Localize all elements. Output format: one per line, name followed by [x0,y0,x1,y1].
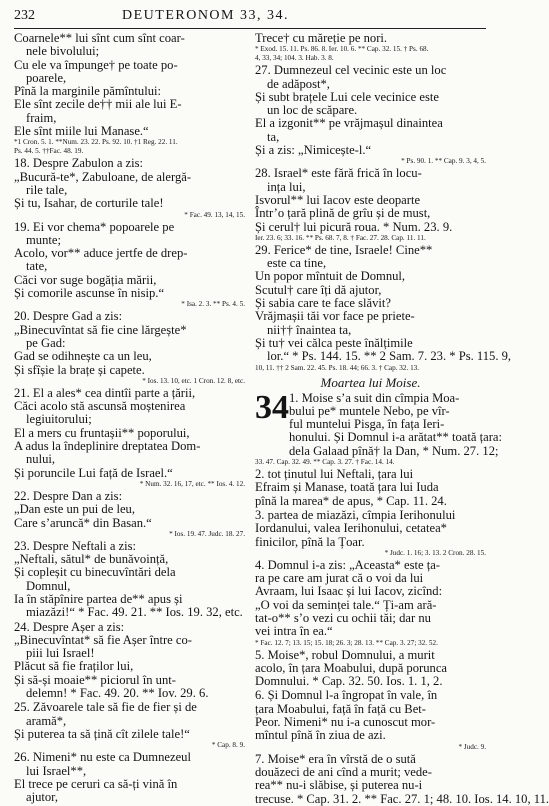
verse-start: 4. Domnul i-a zis: „Aceasta* este ța- [255,557,440,572]
verse-start: 20. Despre Gad a zis: [14,309,123,324]
verse-start: 7. Moise* era în vîrstă de o sută [255,751,416,766]
cross-reference: * Fac. 49. 13, 14, 15. [184,210,245,219]
cross-reference: * Ps. 90. 1. ** Cap. 9. 3, 4, 5. [401,157,486,166]
text-line: „Dan este un pui de leu, [14,502,135,517]
text-line: fraim, [26,110,57,125]
text-line: rile tale, [26,182,68,197]
text-line: Ia în stăpînire partea de** apus și [14,591,183,606]
text-line: tat-o** s’o vezi cu ochii tăi; dar nu [255,610,431,625]
text-line: vei intra în ea.“ [255,624,333,639]
text-line: „Neftali, sătul* de bunăvoință, [14,552,169,567]
text-line: Peor. Nimeni* nu i-a cunoscut mor- [255,715,436,730]
text-line: finicilor, pînă la Țoar. [255,534,365,549]
text-line: Un popor mîntuit de Domnul, [255,269,406,284]
text-line: un loc de scăpare. [267,103,358,118]
text-line: miazăzi!“ * Fac. 49. 21. ** Ios. 19. 32, etc. [26,605,243,620]
left-column [14,32,245,806]
verse-start: 28. Israel* este fără frică în locu- [255,166,422,181]
text-line: Căci acolo stă ascunsă moștenirea [14,399,186,414]
cross-reference: * Fac. 12. 7; 13. 15; 15. 18; 26. 3; 28. 13. ** Cap. 3. 27; 32. 52. [255,638,438,647]
cross-reference: 10, 11. †† 2 Sam. 22. 45. Ps. 18. 44; 66. 3. † Cap. 32. 13. [255,363,420,372]
header-rule [14,28,486,29]
text-line: Acolo, vor** aduce jertfe de drep- [14,246,188,261]
verse-start: 24. Despre Așer a zis: [14,619,125,634]
right-column [255,31,549,806]
text-line: Avraam, lui Isaac și lui Iacov, zicînd: [255,584,443,599]
chapter-start [255,388,502,458]
text-line: Efraim și Manase, toată țara lui Iuda [255,480,439,495]
text-line: legiuitorului; [26,412,92,427]
text-line: aramă*, [26,713,67,728]
text-line: țara Moabului, față în față cu Bet- [255,701,426,716]
text-line: Ele sînt zecile de†† mii ale lui E- [14,97,182,112]
text-line: Și tu† vei călca peste înălțimile [255,335,413,350]
text-line: ința lui, [267,179,306,194]
text-line: Domnul, [26,578,71,593]
text-line: Căci vor suge bogăția mării, [14,272,157,287]
cross-reference: * Exod. 15. 11. Ps. 86. 8. Ier. 10. 6. ** Cap. 32. 15. † Ps. 68. [255,45,429,54]
text-line: lui Israel**, [26,763,87,778]
verse-start: 21. El a ales* cea dintîi parte a țării, [14,385,196,400]
chapter-line: 1. Moise s’a suit din cîmpia Moa- [289,390,460,405]
text-line: El a mers cu fruntașii** poporului, [14,425,190,440]
text-line: Isvorul** lui Iacov este deoparte [255,192,421,207]
text-line: ajutor, [26,790,59,805]
verse-start: 3. partea de miazăzi, cîmpia Ierihonului [255,507,456,522]
text-line: „Binecuvîntat să fie cine lărgește* [14,322,187,337]
chapter-line: bului pe* muntele Nebo, pe vîr- [289,403,450,418]
text-line: trecuse. * Cap. 31. 2. ** Fac. 27. 1; 48. 10. Ios. 14. 10, 11. [255,791,549,806]
text-line: Și copleșit cu binecuvîntări dela [14,565,176,580]
text-line: nului, [26,452,56,467]
cross-reference: * Judc. 1. 16; 3. 13. 2 Cron. 28. 15. [384,548,486,557]
text-line: Și sabia care te face slăvit? [255,296,392,311]
cross-reference: * Cap. 8. 9. [211,741,245,750]
cross-reference: * Judc. 9. [458,742,486,751]
text-line: pînă la marea* de apus, * Cap. 11. 24. [255,493,447,508]
verse-start: 25. Zăvoarele tale să fie de fier și de [14,700,197,715]
text-line: este ca tine, [267,256,327,271]
verse-start: 22. Despre Dan a zis: [14,488,123,503]
text-line: Ele sînt miile lui Manase.“ [14,124,149,139]
book-chapter-title: DEUTERONOM 33, 34. [122,8,289,23]
verse-start: 26. Nimeni* nu este ca Dumnezeul [14,750,191,765]
text-line: douăzeci de ani cînd a murit; vede- [255,764,432,779]
verse-start: 19. Ei vor chema* popoarele pe [14,219,175,234]
text-line: Și subt brațele Lui cele vecinice este [255,89,439,104]
text-line: Vrăjmașii tăi vor face pe priete- [255,309,415,324]
text-line: Și poruncile Lui față de Israel.“ [14,465,173,480]
text-line: Care s’aruncă* din Basan.“ [14,515,152,530]
text-line: ta, [267,129,280,144]
text-line: nele bivolului; [26,44,100,59]
text-line: El a izgonit** pe vrăjmașul dinaintea [255,116,443,131]
text-line: Pînă la marginile pămîntului: [14,84,162,99]
right-column-top [255,31,512,373]
verse-start: 23. Despre Neftali a zis: [14,538,137,553]
text-line: pe Gad: [26,335,66,350]
cross-reference: *1 Cron. 5. 1. **Num. 23. 22. Ps. 92. 10. †1 Reg. 22. 11. [14,138,178,147]
text-line: mîntul pînă în ziua de azi. [255,728,386,743]
text-line: nii†† înaintea ta, [267,322,352,337]
text-line: „Binecuvîntat* să fie Așer între co- [14,632,192,647]
text-line: Și comorile ascunse în nisip.“ [14,286,165,301]
text-line: Iordanului, valea Ierihonului, cetatea* [255,521,447,536]
text-line: „O voi da seminței tale.“ Ți-am ară- [255,597,437,612]
chapter-number: 34 [255,388,289,426]
chapter-opening-lines [289,392,502,458]
cross-reference: * Ios. 19. 47. Judc. 18. 27. [169,529,245,538]
text-line: Și a zis: „Nimicește-l.“ [255,143,372,158]
text-line: ra pe care am jurat că o voi da lui [255,571,424,586]
text-line: piii lui Israel! [26,646,95,661]
text-line: Și cerul† lui picură roua. * Num. 23. 9. [255,219,453,234]
verse-start: 2. tot ținutul lui Neftali, țara lui [255,467,414,482]
text-line: rea** nu-i slăbise, și puterea nu-i [255,778,423,793]
text-line: Plăcut să fie fraților lui, [14,659,134,674]
text-line: Și sfîșie la brațe și capete. [14,362,145,377]
text-line: „Bucură-te*, Zabuloane, de alergă- [14,169,192,184]
chapter-line: ful muntelui Pisga, în fața Ieri- [289,417,445,432]
text-line: acolo, în țara Moabului, după porunca [255,660,447,675]
text-line: Gad se odihnește ca un leu, [14,349,152,364]
verse-start: 6. Și Domnul l-a îngropat în vale, în [255,688,438,703]
verse-start: 29. Ferice* de tine, Israele! Cine** [255,242,433,257]
text-line: A adus la îndeplinire dreptatea Dom- [14,439,201,454]
chapter-line: honului. Și Domnul i-a arătat** toată țara: [289,430,502,445]
text-line: Scutul† care îți dă ajutor, [255,282,382,297]
text-line: Cu ele va împunge† pe toate po- [14,57,178,72]
cross-reference: Ps. 44. 5. ††Fac. 48. 19. [14,147,84,156]
verse-start: 27. Dumnezeul cel vecinic este un loc [255,63,447,78]
text-line: Și să-și moaie** piciorul în unt- [14,672,176,687]
text-line: tate, [26,259,48,274]
text-line: Domnului. * Cap. 32. 50. Ios. 1. 1, 2. [255,674,443,689]
text-columns [14,31,549,806]
cross-reference: * Ios. 13. 10, etc. 1 Cron. 12. 8, etc. [142,376,245,385]
text-line: delemn! * Fac. 49. 20. ** Iov. 29. 6. [26,686,209,701]
cross-reference: * Isa. 2. 3. ** Ps. 4. 5. [181,300,245,309]
cross-reference: 4, 33, 34; 104. 3. Hab. 3. 8. [255,54,334,63]
text-line: lor.“ * Ps. 144. 15. ** 2 Sam. 7. 23. * Ps. 115. 9, [267,349,512,364]
text-line: Și puterea ta să țină cît zilele tale!“ [14,726,190,741]
cross-reference: 33. 47. Cap. 32. 49. ** Cap. 3. 27. † Fac. 14. 14. [255,458,395,467]
text-line: de adăpost*, [267,76,330,91]
text-line: poarele, [26,70,67,85]
text-line: El trece pe ceruri ca să-ți vină în [14,776,178,791]
text-line: munte; [26,232,61,247]
cross-reference: * Num. 32. 16, 17, etc. ** Ios. 4. 12. [139,479,245,488]
text-line: Într’o țară plină de grîu și de must, [255,206,431,221]
right-column-bottom [255,458,549,806]
verse-start: 5. Moise*, robul Domnului, a murit [255,647,435,662]
text-line: Și tu, Isahar, de corturile tale! [14,196,164,211]
page-number: 232 [14,8,35,23]
text-line: Coarnele** lui sînt cum sînt coar- [14,31,185,45]
cross-reference: Ier. 23. 6; 33. 16. ** Ps. 68. 7, 8. † Fac. 27. 28. Cap. 11. 11. [255,233,426,242]
running-header [14,8,486,26]
chapter-line: dela Galaad pînă† la Dan, * Num. 27. 12; [289,443,499,458]
section-title: Moartea lui Moise. [320,374,421,390]
text-line: Trece† cu măreție pe nori. [255,31,388,45]
verse-start: 18. Despre Zabulon a zis: [14,156,144,171]
